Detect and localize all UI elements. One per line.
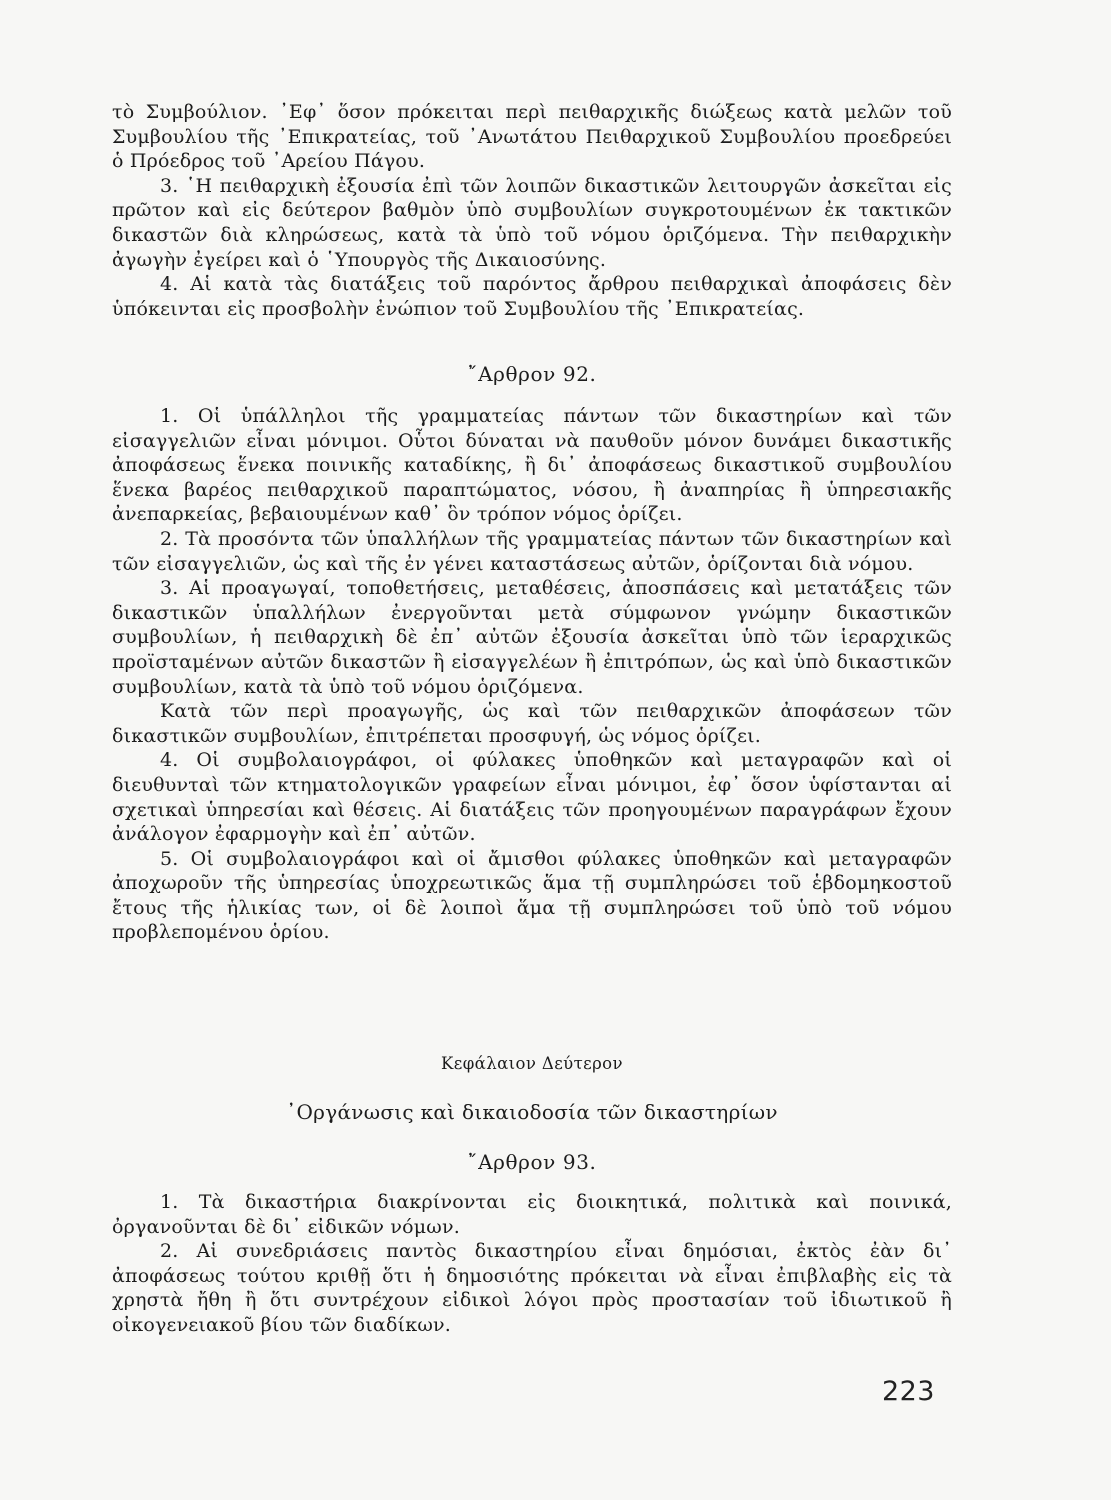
paragraph: 2. Αἱ συνεδριάσεις παντὸς δικαστηρίου εἶναι δημόσιαι, ἐκτὸς ἐὰν δι᾿ ἀποφάσεως τούτου κριθῇ ὅτι ἡ δημοσιότης πρόκειται νὰ εἶναι ἐπιβλαβὴς εἰς τὰ χρηστὰ ἤθη ἢ ὅτι συντρέχουν εἰδικοὶ λόγοι πρὸς προστασίαν τοῦ ἰδιωτικοῦ ἢ οἰκογενειακοῦ βίου τῶν διαδίκων. bbox=[112, 1240, 952, 1336]
paragraph: 4. Αἱ κατὰ τὰς διατάξεις τοῦ παρόντος ἄρθρου πειθαρχικαὶ ἀποφάσεις δὲν ὑπόκεινται εἰς προσβολὴν ἐνώπιον τοῦ Συμβουλίου τῆς ᾿Επικρατείας. bbox=[112, 273, 952, 320]
chapter-subtitle: ᾿Οργάνωσις καὶ δικαιοδοσία τῶν δικαστηρίων bbox=[286, 1100, 778, 1124]
paragraph: 2. Τὰ προσόντα τῶν ὑπαλλήλων τῆς γραμματείας πάντων τῶν δικαστηρίων καὶ τῶν εἰσαγγελιῶν, ὡς καὶ τῆς ἐν γένει καταστάσεως αὐτῶν, ὁρίζονται διὰ νόμου. bbox=[112, 527, 952, 575]
chapter-title: Κεφάλαιον Δεύτερον bbox=[441, 1054, 623, 1073]
article-92-title: ῎Αρθρον 92. bbox=[467, 362, 597, 386]
paragraph: τὸ Συμβούλιον. ᾿Εφ᾿ ὅσον πρόκειται περὶ πειθαρχικῆς διώξεως κατὰ μελῶν τοῦ Συμβουλίου τῆς ᾿Επικρατείας, τοῦ ᾿Ανωτάτου Πειθαρχικοῦ Συμβουλίου προεδρεύει ὁ Πρόεδρος τοῦ ᾿Αρείου Πάγου. bbox=[112, 101, 952, 173]
article-93-body bbox=[112, 1190, 952, 1338]
paragraph: Κατὰ τῶν περὶ προαγωγῆς, ὡς καὶ τῶν πειθαρχικῶν ἀποφάσεων τῶν δικαστικῶν συμβουλίων, ἐπιτρέπεται προσφυγή, ὡς νόμος ὁρίζει. bbox=[112, 700, 952, 747]
paragraph: 4. Οἱ συμβολαιογράφοι, οἱ φύλακες ὑποθηκῶν καὶ μεταγραφῶν καὶ οἱ διευθυνταὶ τῶν κτηματολογικῶν γραφείων εἶναι μόνιμοι, ἐφ᾿ ὅσον ὑφίστανται αἱ σχετικαὶ ὑπηρεσίαι καὶ θέσεις. Αἱ διατάξεις τῶν προηγουμένων παραγράφων ἔχουν ἀνάλογον ἐφαρμογὴν καὶ ἐπ᾿ αὐτῶν. bbox=[112, 749, 952, 846]
article-93-title: ῎Αρθρον 93. bbox=[467, 1150, 597, 1174]
paragraph: 3. ῾Η πειθαρχικὴ ἐξουσία ἐπὶ τῶν λοιπῶν δικαστικῶν λειτουργῶν ἀσκεῖται εἰς πρῶτον καὶ εἰς δεύτερον βαθμὸν ὑπὸ συμβουλίων συγκροτουμένων ἐκ τακτικῶν δικαστῶν διὰ κληρώσεως, κατὰ τὰ ὑπὸ τοῦ νόμου ὁριζόμενα. Τὴν πειθαρχικὴν ἀγωγὴν ἐγείρει καὶ ὁ ῾Υπουργὸς τῆς Δικαιοσύνης. bbox=[112, 174, 952, 271]
paragraph: 5. Οἱ συμβολαιογράφοι καὶ οἱ ἄμισθοι φύλακες ὑποθηκῶν καὶ μεταγραφῶν ἀποχωροῦν τῆς ὑπηρεσίας ὑποχρεωτικῶς ἅμα τῇ συμπληρώσει τοῦ ἑβδομηκοστοῦ ἔτους τῆς ἡλικίας των, οἱ δὲ λοιποὶ ἅμα τῇ συμπληρώσει τοῦ ὑπὸ τοῦ νόμου προβλεπομένου ὁρίου. bbox=[112, 847, 952, 944]
article-92-body bbox=[112, 404, 952, 945]
article-91-continuation bbox=[112, 100, 952, 321]
paragraph: 1. Τὰ δικαστήρια διακρίνονται εἰς διοικητικά, πολιτικὰ καὶ ποινικά, ὀργανοῦνται δὲ δι᾿ εἰδικῶν νόμων. bbox=[112, 1191, 952, 1238]
paragraph: 1. Οἱ ὑπάλληλοι τῆς γραμματείας πάντων τῶν δικαστηρίων καὶ τῶν εἰσαγγελιῶν εἶναι μόνιμοι. Οὗτοι δύναται νὰ παυθοῦν μόνον δυνάμει δικαστικῆς ἀποφάσεως ἕνεκα ποινικῆς καταδίκης, ἢ δι᾿ ἀποφάσεως δικαστικοῦ συμβουλίου ἕνεκα βαρέος πειθαρχικοῦ παραπτώματος, νόσου, ἢ ἀναπηρίας ἢ ὑπηρεσιακῆς ἀνεπαρκείας, βεβαιουμένων καθ᾿ ὃν τρόπον νόμος ὁρίζει. bbox=[112, 405, 952, 526]
paragraph: 3. Αἱ προαγωγαί, τοποθετήσεις, μεταθέσεις, ἀποσπάσεις καὶ μετατάξεις τῶν δικαστικῶν ὑπαλλήλων ἐνεργοῦνται μετὰ σύμφωνον γνώμην δικαστικῶν συμβουλίων, ἡ πειθαρχικὴ δὲ ἐπ᾿ αὐτῶν ἐξουσία ἀσκεῖται ὑπὸ τῶν ἱεραρχικῶς προϊσταμένων αὐτῶν δικαστῶν ἢ εἰσαγγελέων ἢ ἐπιτρόπων, ὡς καὶ ὑπὸ δικαστικῶν συμβουλίων, κατὰ τὰ ὑπὸ τοῦ νόμου ὁριζόμενα. bbox=[112, 577, 952, 698]
page-number: 223 bbox=[881, 1376, 935, 1407]
